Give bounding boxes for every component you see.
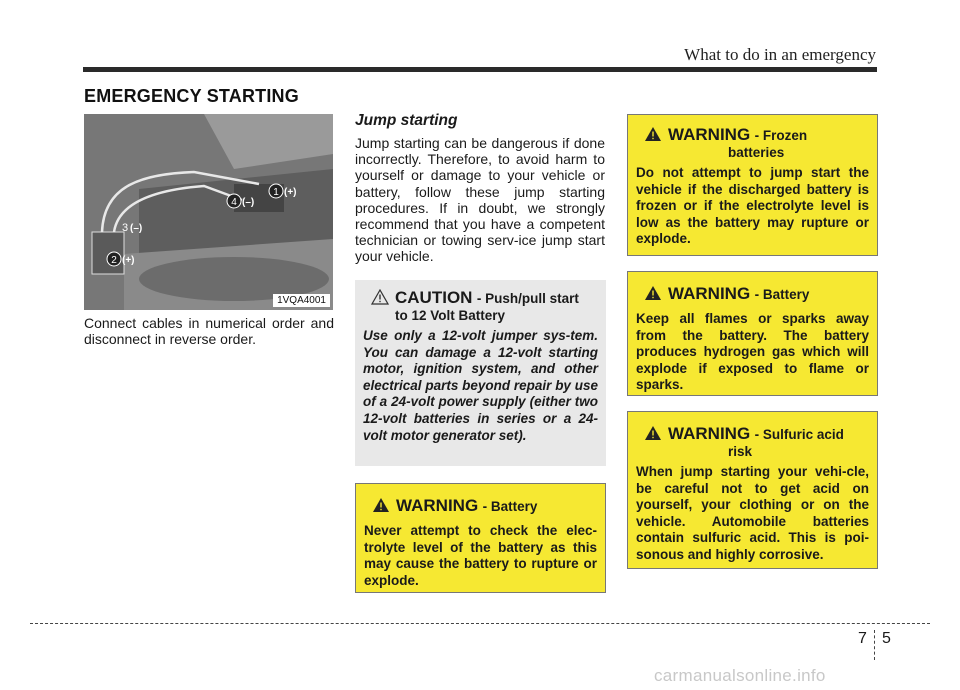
warning-box-frozen-batteries <box>627 114 878 256</box>
warning-flames-subtitle: - Battery <box>754 287 810 302</box>
page-number: 5 <box>882 630 891 647</box>
car-engine-bay-drawing <box>84 114 333 310</box>
header-rule <box>83 67 877 72</box>
caution-subtitle-2: to 12 Volt Battery <box>395 308 506 323</box>
warning-triangle-icon <box>644 425 662 441</box>
warning-frozen-subtitle-1: - Frozen <box>754 128 808 143</box>
warning-label: WARNING <box>668 424 751 443</box>
callout-3-sign: (–) <box>130 223 143 234</box>
warning-triangle-icon <box>644 285 662 301</box>
page-number-separator <box>874 630 875 660</box>
warning-frozen-body: Do not attempt to jump start the vehicle if the discharged battery is frozen or if the electrolyte level is low as the battery may rupture or explode. <box>636 165 869 247</box>
figure-code: 1VQA4001 <box>273 294 330 307</box>
warning-flames-body: Keep all flames or sparks away from the battery. The battery produces hydrogen gas which will explode if exposed to flame or sparks. <box>636 311 869 393</box>
warning-check-subtitle: - Battery <box>482 499 538 514</box>
warning-box-sulfuric-acid <box>627 411 878 569</box>
watermark: carmanualsonline.info <box>654 666 826 685</box>
booster-battery-shape <box>92 232 124 274</box>
caution-label: CAUTION <box>395 288 473 307</box>
caution-box-volt <box>355 280 606 466</box>
jump-starting-body: Jump starting can be dangerous if done incorrectly. Therefore, to avoid harm to yourself or damage to your vehicle or battery, follow these jump starting procedures. If in doubt, we strongly recommend that you have a competent technician or towing serv-ice jump start your vehicle. <box>355 135 605 265</box>
warning-triangle-icon <box>644 126 662 142</box>
warning-acid-subtitle-1: - Sulfuric acid <box>754 427 844 442</box>
warning-label: WARNING <box>668 125 751 144</box>
section-title: EMERGENCY STARTING <box>84 86 299 106</box>
footer-rule <box>30 623 930 624</box>
callout-2-number: 2 <box>111 255 117 266</box>
callout-4-number: 4 <box>231 197 237 208</box>
chapter-number: 7 <box>858 630 867 647</box>
callout-1-number: 1 <box>273 187 279 198</box>
callout-4-sign: (–) <box>242 197 255 208</box>
warning-frozen-header <box>636 125 869 160</box>
warning-box-flames <box>627 271 878 396</box>
warning-acid-header <box>636 424 869 459</box>
warning-label: WARNING <box>396 496 479 515</box>
caution-subtitle-1: - Push/pull start <box>476 291 579 306</box>
warning-label: WARNING <box>668 284 751 303</box>
figure-caption: Connect cables in numerical order and disconnect in reverse order. <box>84 315 334 347</box>
caution-body: Use only a 12-volt jumper sys-tem. You can damage a 12-volt starting motor, ignition system, and other electrical parts beyond repair by use of a 24-volt power supply (either two 12-volt batteries in series or a 24-volt motor generator set). <box>363 328 598 443</box>
warning-check-header <box>364 496 597 516</box>
warning-check-body: Never attempt to check the elec-trolyte level of the battery as this may cause the battery to rupture or explode. <box>364 523 597 588</box>
jump-starting-heading: Jump starting <box>355 112 458 129</box>
caution-header <box>363 288 598 323</box>
warning-flames-header <box>636 284 869 304</box>
warning-triangle-icon <box>372 497 390 513</box>
callout-1-sign: (+) <box>284 187 297 198</box>
jump-start-illustration <box>84 114 333 310</box>
warning-acid-body: When jump starting your vehi-cle, be careful not to get acid on yourself, your clothing or on the vehicle. Automobile batteries contain sulfuric acid. This is poi-sonous and highly corrosive. <box>636 464 869 562</box>
warning-acid-subtitle-2: risk <box>728 444 753 459</box>
callout-3-number: 3 <box>122 222 129 234</box>
warning-frozen-subtitle-2: batteries <box>728 145 785 160</box>
callout-2-sign: (+) <box>122 255 135 266</box>
caution-outline-icon <box>371 289 389 305</box>
chapter-title: What to do in an emergency <box>684 45 876 64</box>
warning-box-battery-check <box>355 483 606 593</box>
